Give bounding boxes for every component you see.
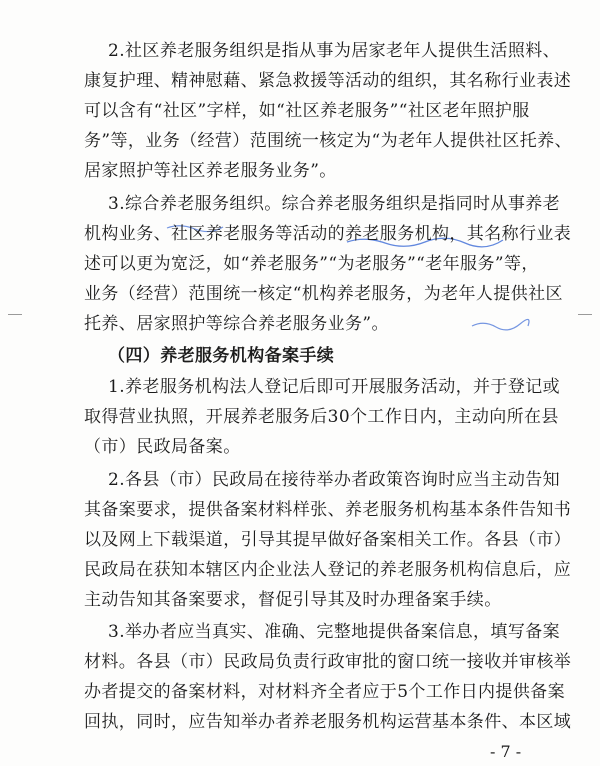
text-line: 述可以更为宽泛，如“养老服务”“为老服务”“老年服务”等， xyxy=(84,254,539,274)
text-line: 回执，同时，应告知举办者养老服务机构运营基本条件、本区域 xyxy=(84,712,572,732)
text-line: 以及网上下载渠道，引导其提早做好备案相关工作。各县（市） xyxy=(84,530,572,550)
text-line: 民政局在获知本辖区内企业法人登记的养老服务机构信息后，应 xyxy=(84,560,572,580)
text-line: 其备案要求，提供备案材料样张、养老服务机构基本条件告知书 xyxy=(84,500,572,520)
text-line: 3.举办者应当真实、准确、完整地提供备案信息，填写备案 xyxy=(108,622,561,642)
left-margin-mark xyxy=(8,314,22,315)
section-heading: （四）养老服务机构备案手续 xyxy=(108,346,335,366)
text-line: 机构业务、社区养老服务等活动的养老服务机构，其名称行业表 xyxy=(84,224,572,244)
text-line: 3.综合养老服务组织。综合养老服务组织是指同时从事养老 xyxy=(108,194,561,214)
right-margin-mark xyxy=(578,314,592,315)
text-line: 2.社区养老服务组织是指从事为居家老年人提供生活照料、 xyxy=(108,41,561,61)
text-line: 康复护理、精神慰藉、紧急救援等活动的组织，其名称行业表述 xyxy=(84,71,572,91)
text-line: 2.各县（市）民政局在接待举办者政策咨询时应当主动告知 xyxy=(108,470,561,490)
text-line: 托养、居家照护等综合养老服务业务”。 xyxy=(84,314,389,334)
text-line: 办者提交的备案材料，对材料齐全者应于5个工作日内提供备案 xyxy=(84,682,566,702)
pen-scribble-3 xyxy=(470,318,530,332)
text-line: 务”等，业务（经营）范围统一核定为“为老年人提供社区托养、 xyxy=(84,131,572,151)
text-line: 主动告知其备案要求，督促引导其及时办理备案手续。 xyxy=(84,590,502,610)
page-number: - 7 - xyxy=(490,742,522,761)
text-line: （市）民政局备案。 xyxy=(84,437,241,457)
text-line: 可以含有“社区”字样，如“社区养老服务”“社区老年照护服 xyxy=(84,101,530,121)
text-line: 居家照护等社区养老服务业务”。 xyxy=(84,161,337,181)
text-line: 1.养老服务机构法人登记后即可开展服务活动，并于登记或 xyxy=(108,377,561,397)
text-line: 取得营业执照，开展养老服务后30个工作日内，主动向所在县 xyxy=(84,407,559,427)
text-line: 业务（经营）范围统一核定“机构养老服务，为老年人提供社区 xyxy=(84,284,563,304)
text-line: 材料。各县（市）民政局负责行政审批的窗口统一接收并审核举 xyxy=(84,652,572,672)
